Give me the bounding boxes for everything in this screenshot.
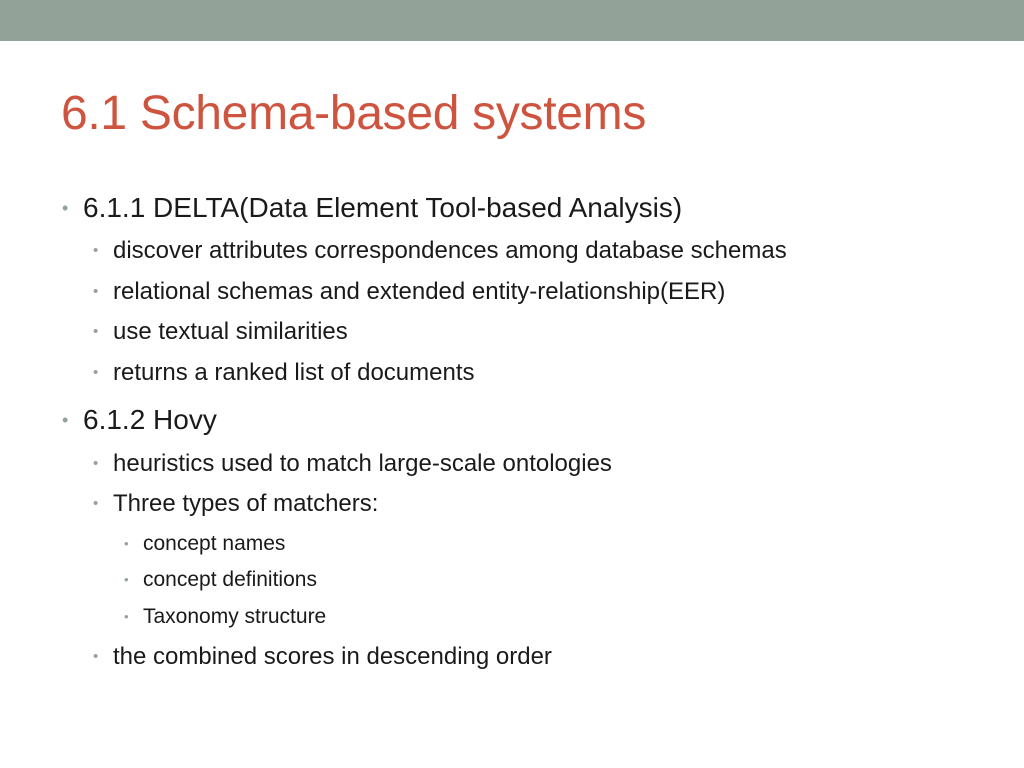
bullet-text: heuristics used to match large-scale ontologies (113, 450, 612, 477)
bullet-item (93, 358, 475, 388)
bullet-text: 6.1.2 Hovy (83, 404, 217, 435)
bullet-item (124, 531, 286, 557)
bullet-text: returns a ranked list of documents (113, 359, 475, 386)
bullet-text: 6.1.1 DELTA(Data Element Tool-based Analysis) (83, 192, 683, 223)
bullet-item (93, 449, 612, 479)
bullet-text: discover attributes correspondences among database schemas (113, 237, 787, 264)
bullet-icon: • (124, 536, 129, 551)
bullet-icon: • (93, 364, 99, 381)
bullet-icon: • (93, 283, 99, 300)
bullet-icon: • (93, 495, 99, 512)
slide-title: 6.1 Schema-based systems (61, 87, 647, 140)
bullet-item (93, 277, 726, 307)
bullet-icon: • (62, 198, 69, 218)
bullet-item (124, 604, 327, 630)
bullet-item (62, 191, 683, 225)
bullet-icon: • (93, 323, 99, 340)
bullet-item (93, 236, 787, 266)
bullet-icon: • (124, 572, 129, 587)
bullet-text: relational schemas and extended entity-relationship(EER) (113, 278, 726, 305)
bullet-icon: • (124, 609, 129, 624)
bullet-item (93, 489, 379, 519)
bullet-item (93, 642, 552, 672)
bullet-text: the combined scores in descending order (113, 643, 552, 670)
bullet-icon: • (93, 648, 99, 665)
bullet-icon: • (93, 455, 99, 472)
bullet-item (93, 317, 348, 347)
bullet-item (124, 567, 317, 593)
bullet-text: concept definitions (143, 568, 317, 591)
bullet-text: concept names (143, 532, 286, 555)
bullet-text: use textual similarities (113, 318, 348, 345)
bullet-item (62, 403, 217, 437)
bullet-text: Three types of matchers: (113, 490, 379, 517)
bullet-icon: • (62, 410, 69, 430)
bullet-icon: • (93, 242, 99, 259)
bullet-text: Taxonomy structure (143, 605, 327, 628)
